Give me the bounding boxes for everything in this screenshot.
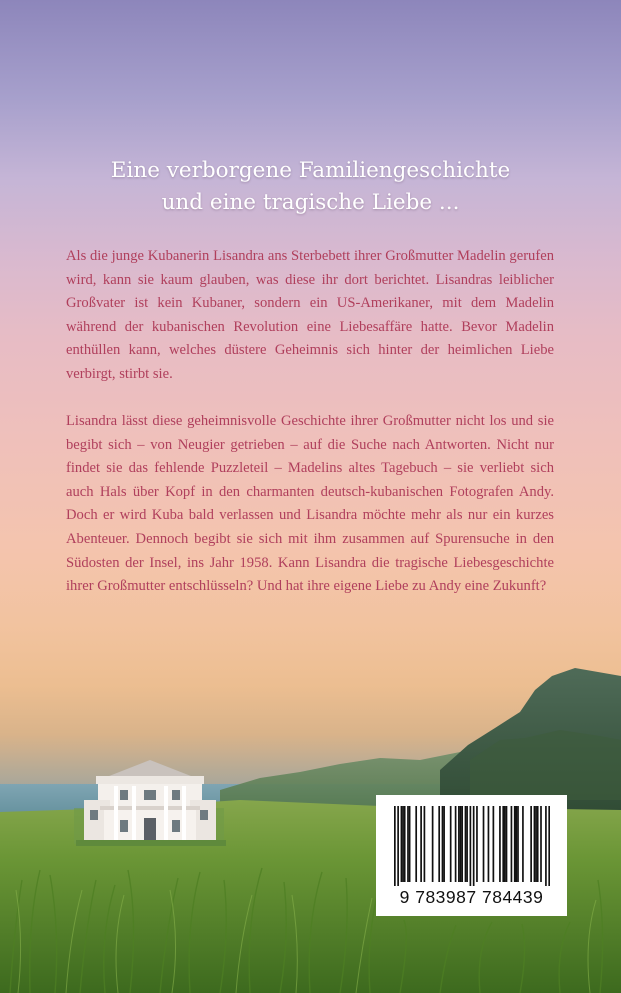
barcode-bar (473, 806, 475, 886)
barcode-bars (394, 806, 550, 886)
isbn-number: 9 783987 784439 (399, 887, 544, 907)
barcode-bar (424, 806, 426, 882)
barcode-bar (415, 806, 417, 882)
barcode-bar (540, 806, 542, 882)
barcode-bar (488, 806, 490, 882)
barcode-bar (514, 806, 516, 882)
barcode-bar (483, 806, 485, 882)
barcode-bar (493, 806, 495, 882)
barcode-bar (402, 806, 404, 882)
barcode-bar (476, 806, 478, 882)
barcode-bar (465, 806, 467, 882)
barcode-bar (443, 806, 445, 882)
barcode-bar (537, 806, 539, 882)
barcode-bar (461, 806, 463, 882)
barcode-bar (458, 806, 460, 882)
headline-line-1: Eine verborgene Familiengeschichte (110, 158, 511, 183)
barcode-bar (432, 806, 434, 882)
headline (0, 155, 621, 219)
barcode (376, 795, 567, 916)
barcode-bar (401, 806, 403, 882)
barcode-bar (522, 806, 524, 882)
barcode-bar (450, 806, 452, 882)
barcode-bar (499, 806, 501, 882)
barcode-bar (545, 806, 547, 886)
barcode-bar (511, 806, 513, 882)
barcode-bar (506, 806, 508, 882)
barcode-bar (455, 806, 457, 882)
barcode-bar (470, 806, 472, 886)
plantation-house (74, 760, 226, 846)
barcode-bar (460, 806, 462, 882)
barcode-bar (504, 806, 506, 882)
barcode-bar (397, 806, 399, 886)
blurb-paragraph-1: Als die junge Kubanerin Lisandra ans Sterbebett ihrer Großmutter Madelin gerufen wird, kann sie kaum glauben, was diese ihr dort berichtet. Lisandras leiblicher Großvater ist kein Kubaner, sondern ein US-Amerikaner, mit dem Madelin während der kubanischen Revolution eine Liebesaffäre hatte. Bevor Madelin enthüllen kann, welches düstere Geheimnis sich hinter der heimlichen Liebe verbirgt, stirbt sie. (66, 248, 554, 382)
barcode-bar (548, 806, 550, 886)
barcode-bar (438, 806, 440, 882)
barcode-bar (420, 806, 422, 882)
barcode-bar (502, 806, 504, 882)
blurb-paragraph-2: Lisandra lässt diese geheimnisvolle Geschichte ihrer Großmutter nicht los und sie begibt sich – von Neugier getrieben – auf die Suche nach Antworten. Nicht nur findet sie das fehlende Puzzleteil – Madelins altes Tagebuch – sie verliebt sich auch Hals über Kopf in den charmanten deutsch-kubanischen Fotografen Andy. Doch er wird Kuba bald verlassen und Lisandra möchte mehr als nur ein kurzes Abenteuer. Dennoch begibt sie sich mit ihm zusammen auf Spurensuche in den Südosten der Insel, ins Jahr 1958. Kann Lisandra die tragische Liebesgeschichte ihrer Großmutter entschlüsseln? Und hat ihre eigene Liebe zu Andy eine Zukunft? (66, 413, 554, 595)
barcode-bar (530, 806, 532, 882)
barcode-bar (517, 806, 519, 882)
barcode-bar (442, 806, 444, 882)
barcode-bar (407, 806, 409, 882)
barcode-bar (466, 806, 468, 882)
barcode-bar (534, 806, 536, 882)
barcode-bar (535, 806, 537, 882)
barcode-bar (409, 806, 411, 882)
headline-line-2: und eine tragische Liebe ... (161, 190, 460, 215)
barcode-bar (404, 806, 406, 882)
barcode-bar (394, 806, 396, 886)
barcode-bar (516, 806, 518, 882)
